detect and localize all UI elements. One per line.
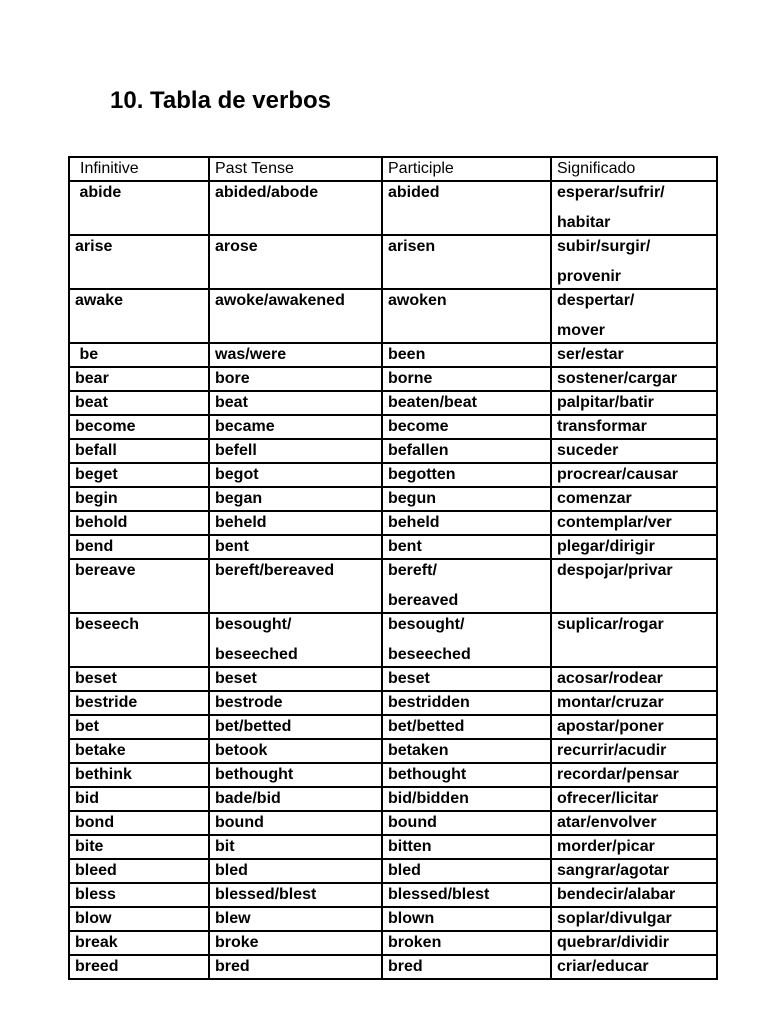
cell-text: bestridden xyxy=(388,694,470,711)
table-row xyxy=(69,613,717,667)
table-row xyxy=(69,715,717,739)
infinitive-cell xyxy=(69,931,209,955)
infinitive-cell xyxy=(69,907,209,931)
cell-text: bound xyxy=(215,814,264,831)
past-tense-cell xyxy=(209,835,382,859)
cell-text: bethink xyxy=(75,766,132,783)
cell-text: bless xyxy=(75,886,116,903)
participle-cell xyxy=(382,487,551,511)
participle-cell xyxy=(382,883,551,907)
cell-text: been xyxy=(388,346,426,363)
cell-text: began xyxy=(215,490,263,507)
cell-text: bled xyxy=(215,862,248,879)
infinitive-cell xyxy=(69,859,209,883)
past-tense-cell xyxy=(209,535,382,559)
cell-text: bethought xyxy=(215,766,294,783)
cell-text: be xyxy=(75,346,99,363)
table-row xyxy=(69,235,717,289)
past-tense-cell xyxy=(209,391,382,415)
participle-cell xyxy=(382,463,551,487)
cell-text: ser/estar xyxy=(557,346,624,363)
cell-text: recordar/pensar xyxy=(557,766,679,783)
cell-text: arisen xyxy=(388,238,436,255)
table-row xyxy=(69,559,717,613)
cell-text: morder/picar xyxy=(557,838,655,855)
cell-text: quebrar/dividir xyxy=(557,934,670,951)
cell-text: blew xyxy=(215,910,251,927)
past-tense-cell xyxy=(209,343,382,367)
table-row xyxy=(69,811,717,835)
cell-text: awoke/awakened xyxy=(215,292,345,309)
infinitive-cell xyxy=(69,883,209,907)
infinitive-cell xyxy=(69,835,209,859)
cell-text: begot xyxy=(215,466,259,483)
past-tense-cell xyxy=(209,715,382,739)
infinitive-cell xyxy=(69,487,209,511)
cell-text: betake xyxy=(75,742,126,759)
table-row xyxy=(69,511,717,535)
verb-table xyxy=(68,156,718,980)
participle-cell xyxy=(382,955,551,979)
cell-text: break xyxy=(75,934,118,951)
table-row xyxy=(69,487,717,511)
significado-cell xyxy=(551,613,717,667)
table-row xyxy=(69,787,717,811)
cell-text: apostar/poner xyxy=(557,718,664,735)
cell-text: bear xyxy=(75,370,109,387)
significado-cell xyxy=(551,691,717,715)
header-significado: Significado xyxy=(551,157,717,181)
cell-text: blessed/blest xyxy=(215,886,317,903)
cell-text: despertar/ xyxy=(557,292,635,309)
cell-text: blow xyxy=(75,910,112,927)
cell-text: plegar/dirigir xyxy=(557,538,655,555)
participle-cell xyxy=(382,715,551,739)
cell-text: beheld xyxy=(388,514,440,531)
table-row xyxy=(69,391,717,415)
cell-text: abided/abode xyxy=(215,184,319,201)
cell-text: bite xyxy=(75,838,104,855)
cell-text: bet xyxy=(75,718,99,735)
significado-cell xyxy=(551,391,717,415)
table-row xyxy=(69,367,717,391)
significado-cell xyxy=(551,181,717,235)
infinitive-cell xyxy=(69,811,209,835)
past-tense-cell xyxy=(209,691,382,715)
cell-text: begun xyxy=(388,490,436,507)
past-tense-cell xyxy=(209,787,382,811)
cell-text: become xyxy=(75,418,136,435)
cell-text: sostener/cargar xyxy=(557,370,678,387)
cell-text: beseeched xyxy=(215,646,298,663)
participle-cell xyxy=(382,439,551,463)
infinitive-cell xyxy=(69,343,209,367)
cell-text: beseeched xyxy=(388,646,471,663)
infinitive-cell xyxy=(69,955,209,979)
participle-cell xyxy=(382,763,551,787)
table-row xyxy=(69,415,717,439)
cell-text: begotten xyxy=(388,466,456,483)
significado-cell xyxy=(551,907,717,931)
cell-text: abided xyxy=(388,184,440,201)
cell-text: comenzar xyxy=(557,490,632,507)
cell-text: bestrode xyxy=(215,694,283,711)
cell-text: begin xyxy=(75,490,118,507)
significado-cell xyxy=(551,787,717,811)
cell-text: beset xyxy=(215,670,257,687)
table-row xyxy=(69,955,717,979)
significado-cell xyxy=(551,559,717,613)
significado-cell xyxy=(551,739,717,763)
cell-text: bent xyxy=(215,538,249,555)
cell-text: bore xyxy=(215,370,250,387)
cell-text: besought/ xyxy=(388,616,465,633)
table-row xyxy=(69,439,717,463)
cell-text: criar/educar xyxy=(557,958,649,975)
cell-text: soplar/divulgar xyxy=(557,910,672,927)
significado-cell xyxy=(551,415,717,439)
cell-text: acosar/rodear xyxy=(557,670,663,687)
cell-text: bade/bid xyxy=(215,790,281,807)
past-tense-cell xyxy=(209,763,382,787)
participle-cell xyxy=(382,907,551,931)
cell-text: bend xyxy=(75,538,114,555)
participle-cell xyxy=(382,535,551,559)
verb-rows xyxy=(69,181,717,979)
cell-text: bond xyxy=(75,814,115,831)
past-tense-cell xyxy=(209,613,382,667)
cell-text: habitar xyxy=(557,214,611,231)
cell-text: abide xyxy=(75,184,122,201)
infinitive-cell xyxy=(69,559,209,613)
participle-cell xyxy=(382,559,551,613)
participle-cell xyxy=(382,931,551,955)
past-tense-cell xyxy=(209,559,382,613)
past-tense-cell xyxy=(209,859,382,883)
cell-text: was/were xyxy=(215,346,287,363)
cell-text: bethought xyxy=(388,766,467,783)
table-row xyxy=(69,931,717,955)
cell-text: besought/ xyxy=(215,616,292,633)
table-row xyxy=(69,181,717,235)
participle-cell xyxy=(382,835,551,859)
cell-text: awake xyxy=(75,292,124,309)
table-row xyxy=(69,463,717,487)
cell-text: esperar/sufrir/ xyxy=(557,184,665,201)
cell-text: blown xyxy=(388,910,435,927)
cell-text: despojar/privar xyxy=(557,562,673,579)
cell-text: bleed xyxy=(75,862,117,879)
past-tense-cell xyxy=(209,511,382,535)
participle-cell xyxy=(382,367,551,391)
past-tense-cell xyxy=(209,181,382,235)
cell-text: bled xyxy=(388,862,421,879)
cell-text: broken xyxy=(388,934,442,951)
cell-text: bred xyxy=(215,958,250,975)
cell-text: befall xyxy=(75,442,117,459)
infinitive-cell xyxy=(69,439,209,463)
participle-cell xyxy=(382,235,551,289)
cell-text: beseech xyxy=(75,616,140,633)
table-row xyxy=(69,907,717,931)
past-tense-cell xyxy=(209,415,382,439)
significado-cell xyxy=(551,667,717,691)
cell-text: sangrar/agotar xyxy=(557,862,670,879)
cell-text: bereft/ xyxy=(388,562,437,579)
past-tense-cell xyxy=(209,739,382,763)
significado-cell xyxy=(551,535,717,559)
infinitive-cell xyxy=(69,511,209,535)
table-row xyxy=(69,883,717,907)
table-row xyxy=(69,289,717,343)
past-tense-cell xyxy=(209,487,382,511)
infinitive-cell xyxy=(69,463,209,487)
cell-text: bendecir/alabar xyxy=(557,886,676,903)
significado-cell xyxy=(551,883,717,907)
significado-cell xyxy=(551,235,717,289)
infinitive-cell xyxy=(69,181,209,235)
significado-cell xyxy=(551,859,717,883)
cell-text: beset xyxy=(388,670,430,687)
cell-text: bestride xyxy=(75,694,138,711)
cell-text: montar/cruzar xyxy=(557,694,664,711)
participle-cell xyxy=(382,811,551,835)
cell-text: beaten/beat xyxy=(388,394,477,411)
infinitive-cell xyxy=(69,415,209,439)
infinitive-cell xyxy=(69,691,209,715)
participle-cell xyxy=(382,181,551,235)
cell-text: suplicar/rogar xyxy=(557,616,664,633)
past-tense-cell xyxy=(209,883,382,907)
cell-text: breed xyxy=(75,958,119,975)
infinitive-cell xyxy=(69,787,209,811)
participle-cell xyxy=(382,613,551,667)
significado-cell xyxy=(551,367,717,391)
header-participle: Participle xyxy=(382,157,551,181)
significado-cell xyxy=(551,811,717,835)
infinitive-cell xyxy=(69,763,209,787)
cell-text: atar/envolver xyxy=(557,814,657,831)
significado-cell xyxy=(551,463,717,487)
table-row xyxy=(69,859,717,883)
table-row xyxy=(69,343,717,367)
participle-cell xyxy=(382,787,551,811)
cell-text: blessed/blest xyxy=(388,886,490,903)
cell-text: transformar xyxy=(557,418,647,435)
past-tense-cell xyxy=(209,289,382,343)
participle-cell xyxy=(382,391,551,415)
infinitive-cell xyxy=(69,391,209,415)
cell-text: bid/bidden xyxy=(388,790,469,807)
participle-cell xyxy=(382,511,551,535)
significado-cell xyxy=(551,931,717,955)
past-tense-cell xyxy=(209,931,382,955)
page-title: 10. Tabla de verbos xyxy=(110,87,331,114)
cell-text: beset xyxy=(75,670,117,687)
cell-text: bereave xyxy=(75,562,136,579)
cell-text: betook xyxy=(215,742,268,759)
cell-text: befell xyxy=(215,442,257,459)
cell-text: mover xyxy=(557,322,606,339)
cell-text: suceder xyxy=(557,442,619,459)
participle-cell xyxy=(382,667,551,691)
cell-text: bit xyxy=(215,838,235,855)
infinitive-cell xyxy=(69,613,209,667)
past-tense-cell xyxy=(209,463,382,487)
table-header-row xyxy=(69,157,717,181)
infinitive-cell xyxy=(69,367,209,391)
cell-text: procrear/causar xyxy=(557,466,678,483)
cell-text: beat xyxy=(215,394,248,411)
past-tense-cell xyxy=(209,907,382,931)
cell-text: ofrecer/licitar xyxy=(557,790,659,807)
table-row xyxy=(69,691,717,715)
cell-text: befallen xyxy=(388,442,449,459)
header-infinitive: Infinitive xyxy=(69,157,209,181)
significado-cell xyxy=(551,439,717,463)
past-tense-cell xyxy=(209,367,382,391)
cell-text: broke xyxy=(215,934,259,951)
cell-text: bent xyxy=(388,538,422,555)
cell-text: bereft/bereaved xyxy=(215,562,335,579)
participle-cell xyxy=(382,859,551,883)
cell-text: beheld xyxy=(215,514,267,531)
table-row xyxy=(69,739,717,763)
past-tense-cell xyxy=(209,235,382,289)
cell-text: beget xyxy=(75,466,118,483)
infinitive-cell xyxy=(69,667,209,691)
cell-text: bet/betted xyxy=(388,718,465,735)
past-tense-cell xyxy=(209,811,382,835)
significado-cell xyxy=(551,487,717,511)
participle-cell xyxy=(382,289,551,343)
infinitive-cell xyxy=(69,289,209,343)
cell-text: beat xyxy=(75,394,108,411)
cell-text: behold xyxy=(75,514,128,531)
infinitive-cell xyxy=(69,535,209,559)
significado-cell xyxy=(551,343,717,367)
cell-text: arose xyxy=(215,238,258,255)
past-tense-cell xyxy=(209,955,382,979)
significado-cell xyxy=(551,835,717,859)
cell-text: subir/surgir/ xyxy=(557,238,651,255)
past-tense-cell xyxy=(209,439,382,463)
cell-text: palpitar/batir xyxy=(557,394,654,411)
cell-text: provenir xyxy=(557,268,622,285)
cell-text: borne xyxy=(388,370,433,387)
cell-text: bitten xyxy=(388,838,432,855)
significado-cell xyxy=(551,715,717,739)
cell-text: bred xyxy=(388,958,423,975)
participle-cell xyxy=(382,691,551,715)
table-row xyxy=(69,667,717,691)
significado-cell xyxy=(551,511,717,535)
infinitive-cell xyxy=(69,715,209,739)
participle-cell xyxy=(382,739,551,763)
table-row xyxy=(69,535,717,559)
infinitive-cell xyxy=(69,739,209,763)
cell-text: recurrir/acudir xyxy=(557,742,667,759)
significado-cell xyxy=(551,289,717,343)
infinitive-cell xyxy=(69,235,209,289)
cell-text: awoken xyxy=(388,292,447,309)
participle-cell xyxy=(382,343,551,367)
cell-text: bound xyxy=(388,814,437,831)
past-tense-cell xyxy=(209,667,382,691)
table-row xyxy=(69,835,717,859)
table-row xyxy=(69,763,717,787)
cell-text: become xyxy=(388,418,449,435)
participle-cell xyxy=(382,415,551,439)
cell-text: betaken xyxy=(388,742,449,759)
cell-text: contemplar/ver xyxy=(557,514,672,531)
cell-text: bereaved xyxy=(388,592,459,609)
cell-text: bid xyxy=(75,790,99,807)
cell-text: arise xyxy=(75,238,113,255)
significado-cell xyxy=(551,763,717,787)
header-past-tense: Past Tense xyxy=(209,157,382,181)
cell-text: became xyxy=(215,418,275,435)
significado-cell xyxy=(551,955,717,979)
cell-text: bet/betted xyxy=(215,718,292,735)
